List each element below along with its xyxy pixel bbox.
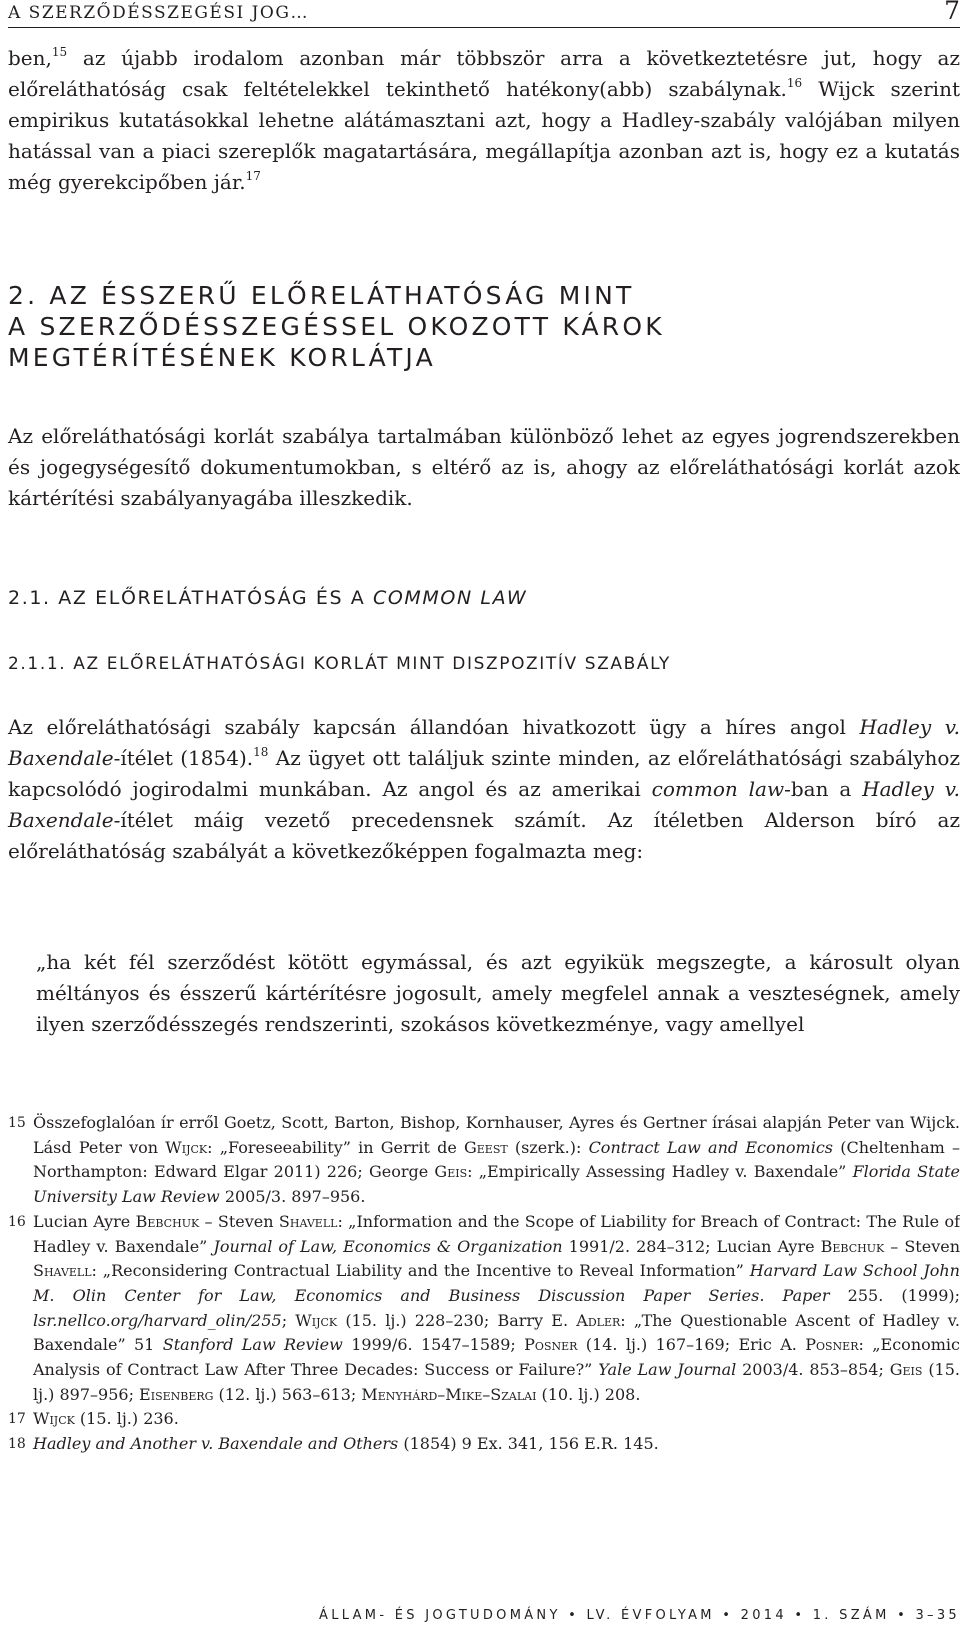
author-name: Wijck [33, 1409, 75, 1429]
footnote-ref-18[interactable]: 18 [253, 745, 269, 759]
italic-term: common law [651, 777, 785, 801]
subsection-heading-italic: COMMON LAW [373, 587, 528, 609]
text-run: : „Empirically Assessing Hadley v. Baxendale” [467, 1162, 853, 1182]
footnote-number: 16 [8, 1213, 26, 1230]
text-run: – Steven [884, 1236, 960, 1256]
text-run: (15. lj.) 897–956; [33, 1360, 960, 1404]
author-name: Posner [805, 1335, 859, 1355]
footnote-ref-15[interactable]: 15 [51, 45, 68, 59]
text-run: Lucian Ayre [33, 1211, 136, 1231]
section-heading [8, 280, 960, 373]
publication-title: Florida State University Law Review [33, 1162, 960, 1207]
section-heading-line-1: 2. AZ ÉSSZERŰ ELŐRELÁTHATÓSÁG MINT [8, 281, 635, 310]
text-run: 2005/3. 897–956. [219, 1187, 366, 1207]
author-name: Wijck [295, 1310, 338, 1330]
text-run: 1991/2. 284–312; Lucian Ayre [562, 1236, 821, 1256]
author-name: Bebchuk [820, 1236, 885, 1256]
text-run: -ítélet (1854). [113, 746, 254, 770]
section-paragraph: Az előreláthatósági korlát szabálya tartalmában különböző lehet az egyes jogrendszerekben és jogegységesítő dokumentumokban, s eltérő az is, ahogy az előreláthatósági korlát azok kártérítési szabályanyagába illeszkedik. [8, 424, 960, 510]
text-run: (Cheltenham – Northampton: Edward Elgar 2011) 226; George [33, 1137, 960, 1182]
subsubsection-heading: 2.1.1. AZ ELŐRELÁTHATÓSÁGI KORLÁT MINT DISZPOZITÍV SZABÁLY [8, 654, 671, 674]
author-name: Posner [524, 1335, 578, 1355]
author-name: Geest [464, 1137, 508, 1157]
case-name: Hadley v. Baxendale [8, 715, 960, 770]
running-header [8, 2, 960, 26]
text-run: 2003/4. 853–854; [736, 1360, 890, 1380]
author-name: Shavell [33, 1261, 92, 1281]
footnote-16 [8, 1210, 960, 1408]
author-name: Menyhárd–Mike–Szalai [361, 1384, 537, 1404]
footnote-number: 17 [8, 1411, 26, 1428]
text-run: (1854) 9 Ex. 341, 156 E.R. 145. [398, 1434, 659, 1454]
publication-title: Journal of Law, Economics & Organization [213, 1236, 563, 1256]
web-reference[interactable]: lsr.nellco.org/harvard_olin/255 [33, 1310, 282, 1330]
footnote-number: 18 [8, 1436, 26, 1453]
case-name: Hadley v. Baxendale [8, 777, 960, 832]
publication-title: Stanford Law Review [162, 1335, 343, 1355]
author-name: Adler [576, 1310, 621, 1330]
intro-paragraph [8, 43, 960, 198]
publication-title: Yale Law Journal [598, 1360, 737, 1380]
case-name: Hadley and Another v. Baxendale and Others [33, 1434, 399, 1454]
text-run: : „The Questionable Ascent of Hadley v. Baxendale” 51 [33, 1310, 960, 1355]
text-run: -ítélet máig vezető precedensnek számít. Az ítéletben Alderson bíró az előreláthatóság szabályát a következőképpen fogalmazta meg: [8, 808, 960, 863]
section-heading-line-2: A SZERZŐDÉSSZEGÉSSEL OKOZOTT KÁROK [8, 312, 665, 341]
text-run: : „Information and the Scope of Liability for Breach of Contract: The Rule of Hadley v. Baxendale” [33, 1211, 960, 1256]
text-run: (12. lj.) 563–613; [213, 1384, 362, 1404]
block-quote: „ha két fél szerződést kötött egymással, és azt egyikük megszegte, a károsult olyan méltányos és ésszerű kártérítésre jogosult, amely megfelel annak a veszteségnek, amely ilyen szerződésszegés rendszerinti, szokásos következménye, vagy amellyel [36, 950, 960, 1036]
footnote-15 [8, 1111, 960, 1210]
text-run: 255. (1999); [829, 1285, 960, 1305]
author-name: Geis [434, 1162, 468, 1182]
text-run: Összefoglalóan ír erről Goetz, Scott, Barton, Bishop, Kornhauser, Ayres és Gertner írásai alapján Peter van Wijck. Lásd Peter von [33, 1113, 960, 1157]
running-header-title: A SZERZŐDÉSSZEGÉSI JOG… [8, 3, 309, 23]
text-run: ; [281, 1310, 296, 1330]
author-name: Shavell [278, 1211, 338, 1231]
subsection-heading [8, 587, 960, 609]
publication-title: Contract Law and Economics [588, 1137, 833, 1157]
text-run: (szerk.): [507, 1137, 589, 1157]
page-number: 7 [944, 0, 960, 25]
footnotes [8, 1111, 960, 1457]
text-run: (15. lj.) 236. [74, 1409, 179, 1429]
text-run: -ban a [784, 777, 863, 801]
author-name: Bebchuk [135, 1211, 200, 1231]
journal-footer: ÁLLAM- ÉS JOGTUDOMÁNY • LV. ÉVFOLYAM • 2014 • 1. SZÁM • 3–35 [319, 1608, 960, 1623]
text-run: – Steven [199, 1211, 279, 1231]
author-name: Wijck [165, 1137, 208, 1157]
footnote-number: 15 [8, 1115, 26, 1131]
footnote-ref-16[interactable]: 16 [786, 76, 803, 90]
text-run: : „Economic Analysis of Contract Law After Three Decades: Success or Failure?” [33, 1335, 960, 1380]
text-run: (14. lj.) 167–169; Eric A. [577, 1335, 806, 1355]
publication-title: Harvard Law School John M. Olin Center for Law, Economics and Business Discussion Paper Series. Paper [33, 1261, 960, 1305]
author-name: Geis [889, 1360, 923, 1380]
main-paragraph [8, 712, 960, 867]
text-run: (10. lj.) 208. [536, 1384, 641, 1404]
text-run: Az ügyet ott találjuk szinte minden, az előreláthatósági szabályhoz kapcsolódó jogirodalmi munkában. Az angol és az amerikai [8, 746, 960, 801]
text-run: 1999/6. 1547–1589; [342, 1335, 525, 1355]
header-rule [8, 27, 960, 28]
subsection-heading-prefix: 2.1. AZ ELŐRELÁTHATÓSÁG ÉS A [8, 587, 374, 609]
text-run: : „Reconsidering Contractual Liability and the Incentive to Reveal Information” [91, 1261, 750, 1281]
text-run: : „Foreseeability” in Gerrit de [207, 1137, 464, 1157]
footnote-17 [8, 1407, 960, 1432]
text-run: Wijck szerint empirikus kutatásokkal lehetne alátámasztani azt, hogy a Hadley-szabály valójában milyen hatással van a piaci szereplők magatartására, megállapítja azonban azt is, hogy ez a kutatás még gyerekcipőben jár. [8, 77, 960, 194]
text-run: Az előreláthatósági szabály kapcsán állandóan hivatkozott ügy a híres angol [8, 715, 860, 739]
footnote-ref-17[interactable]: 17 [245, 169, 261, 183]
section-heading-line-3: MEGTÉRÍTÉSÉNEK KORLÁTJA [8, 343, 436, 372]
footnote-18 [8, 1432, 960, 1457]
text-run: az újabb irodalom azonban már többször arra a következtetésre jut, hogy az előreláthatóság csak feltételekkel tekinthető hatékony(abb) szabálynak. [8, 46, 960, 101]
author-name: Eisenberg [139, 1384, 214, 1404]
text-run: (15. lj.) 228–230; Barry E. [337, 1310, 577, 1330]
text-run: ben, [8, 46, 52, 70]
